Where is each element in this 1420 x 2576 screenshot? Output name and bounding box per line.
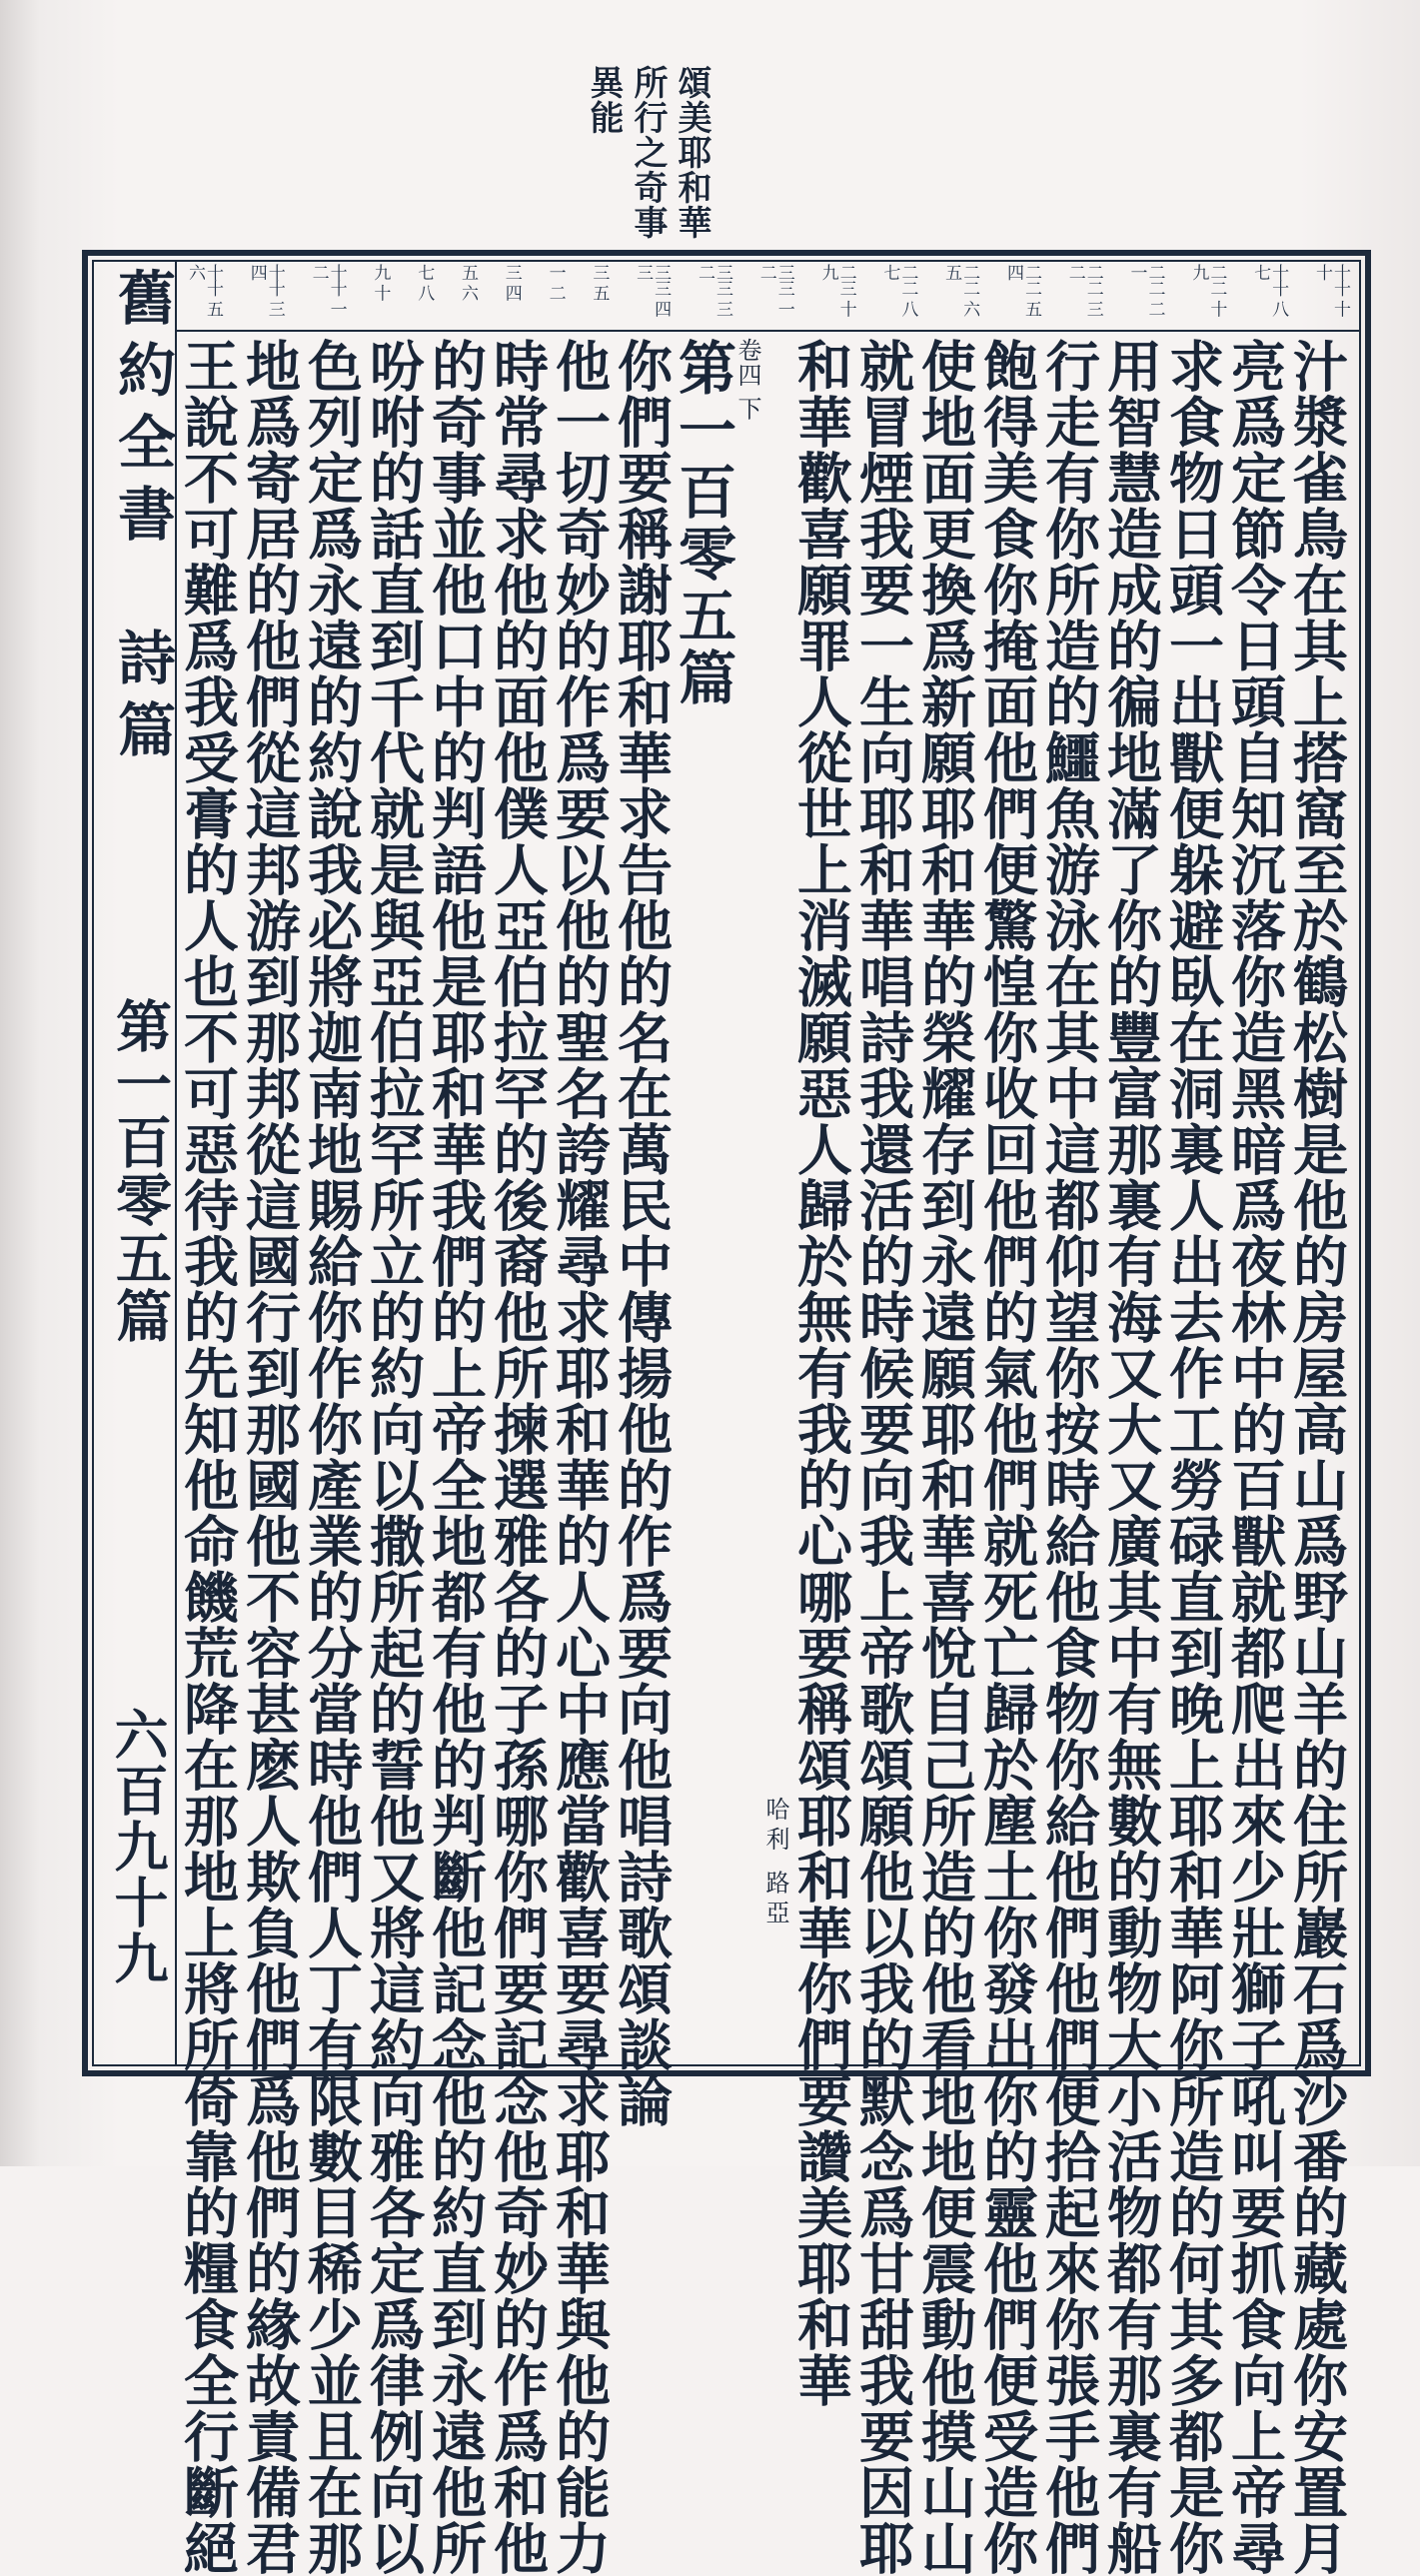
- book-title: 舊約全書 詩篇: [108, 268, 176, 771]
- verse-label: 一 二: [545, 264, 566, 301]
- author-note: 哈利 路亞: [761, 1797, 789, 1931]
- verse-label: 三 四: [501, 264, 522, 301]
- text-column: 吩咐的話直到千代就是與亞伯拉罕所立的約向以撒所起的誓他又將這約向雅各定爲律例向以: [361, 338, 426, 2576]
- verse-label: 五 六: [457, 264, 478, 301]
- verse-label: 七 八: [414, 264, 435, 301]
- top-summary-line: 異能: [584, 65, 624, 135]
- page-margin: [94, 268, 176, 2056]
- text-column: 行走有你所造的鱷魚游泳在其中這都仰望你按時給他食物你給他們他們便拾起來你張手他們: [1036, 338, 1101, 2576]
- text-column: 求食物日頭一出獸便躲避臥在洞裏人出去作工勞碌直到晚上耶和華阿你所造的何其多都是你: [1160, 338, 1225, 2576]
- verse-label: 二二 六五: [941, 264, 980, 317]
- verse-label: 三 五: [589, 264, 610, 301]
- verse-label: 二三 十九: [817, 264, 856, 317]
- text-column: 他一切奇妙的作爲要以他的聖名誇耀尋求耶和華的人心中應當歡喜要尋求耶和華與他的能力: [547, 338, 612, 2576]
- text-column: 用智慧造成的徧地滿了你的豐富那裏有海又大又廣其中有無數的動物大小活物都有那裏有船: [1098, 338, 1163, 2576]
- scripture-text: [175, 338, 1357, 2576]
- verse-label: 十十 八七: [1250, 264, 1289, 317]
- verse-label: 二二 二一: [1126, 264, 1165, 317]
- top-summary-tab: [585, 65, 710, 240]
- verse-label: 三三 一二: [755, 264, 794, 317]
- psalm-heading: 第一百零五篇: [669, 338, 736, 709]
- verse-label: 二二 三二: [1064, 264, 1103, 317]
- chapter-title: 第一百零五篇: [107, 997, 173, 1345]
- verse-label: 三三 四三: [633, 264, 672, 317]
- text-column: 就冒煙我要一生向耶和華唱詩我還活的時候要向我上帝歌頌願他以我的默念爲甘甜我要因耶: [850, 338, 915, 2576]
- text-column: 時常尋求他的面他僕人亞伯拉罕的後裔他所揀選雅各的子孫哪你們要記念他奇妙的作爲和他: [485, 338, 550, 2576]
- verse-label: 二二 五四: [1002, 264, 1041, 317]
- verse-label: 二二 十九: [1188, 264, 1227, 317]
- text-column: 色列定爲永遠的約說我必將迦南地賜給你作你產業的分當時他們人丁有限數目稀少並且在那: [299, 338, 364, 2576]
- verse-label: 九 十: [370, 264, 391, 301]
- text-column: 使地面更換爲新願耶和華的榮耀存到永遠願耶和華喜悅自己所造的他看地地便震動他摸山山: [912, 338, 977, 2576]
- text-column: 飽得美食你掩面他們便驚惶你收回他們的氣他們就死亡歸於塵土你發出你的靈他們便受造你: [974, 338, 1039, 2576]
- top-summary-line: 所行之奇事: [628, 65, 668, 240]
- verse-band-divider: [175, 330, 1361, 332]
- text-column: 和華歡喜願罪人從世上消滅願惡人歸於無有我的心哪要稱頌耶和華你們要讚美耶和華: [788, 338, 853, 2408]
- verse-label: 十十 五六: [185, 264, 223, 317]
- page-number: 六百九十九: [106, 1707, 170, 1986]
- verse-label: 十十 三四: [246, 264, 285, 317]
- verse-label: 三三 三二: [694, 264, 732, 317]
- text-column: 的奇事並他口中的判語他是耶和華我們的上帝全地都有他的判斷他記念他的約直到永遠他所: [423, 338, 488, 2576]
- text-column: 王說不可難爲我受膏的人也不可惡待我的先知他命饑荒降在那地上將所倚靠的糧食全行斷絕: [175, 338, 240, 2576]
- section-note: 卷四 下: [733, 338, 761, 422]
- verse-label: 十十 一二: [308, 264, 347, 317]
- verse-number-band: [178, 264, 1357, 328]
- verse-label: 十十 十十: [1311, 264, 1350, 317]
- verse-label: 二二 八七: [879, 264, 918, 317]
- text-column: 地爲寄居的他們從這邦游到那邦從這國行到那國他不容甚麽人欺負他們爲他們的緣故責備君: [237, 338, 302, 2576]
- top-summary-line: 頌美耶和華: [672, 65, 711, 240]
- text-column: 亮爲定節令日頭自知沉落你造黑暗爲夜林中的百獸就都爬出來少壯獅子吼叫要抓食向上帝尋: [1222, 338, 1287, 2576]
- text-column: 你們要稱謝耶和華求告他的名在萬民中傳揚他的作爲要向他唱詩歌頌談論: [609, 338, 674, 2128]
- text-column: 汁漿雀鳥在其上搭窩至於鶴松樹是他的房屋高山爲野山羊的住所巖石爲沙番的藏處你安置月: [1284, 338, 1349, 2576]
